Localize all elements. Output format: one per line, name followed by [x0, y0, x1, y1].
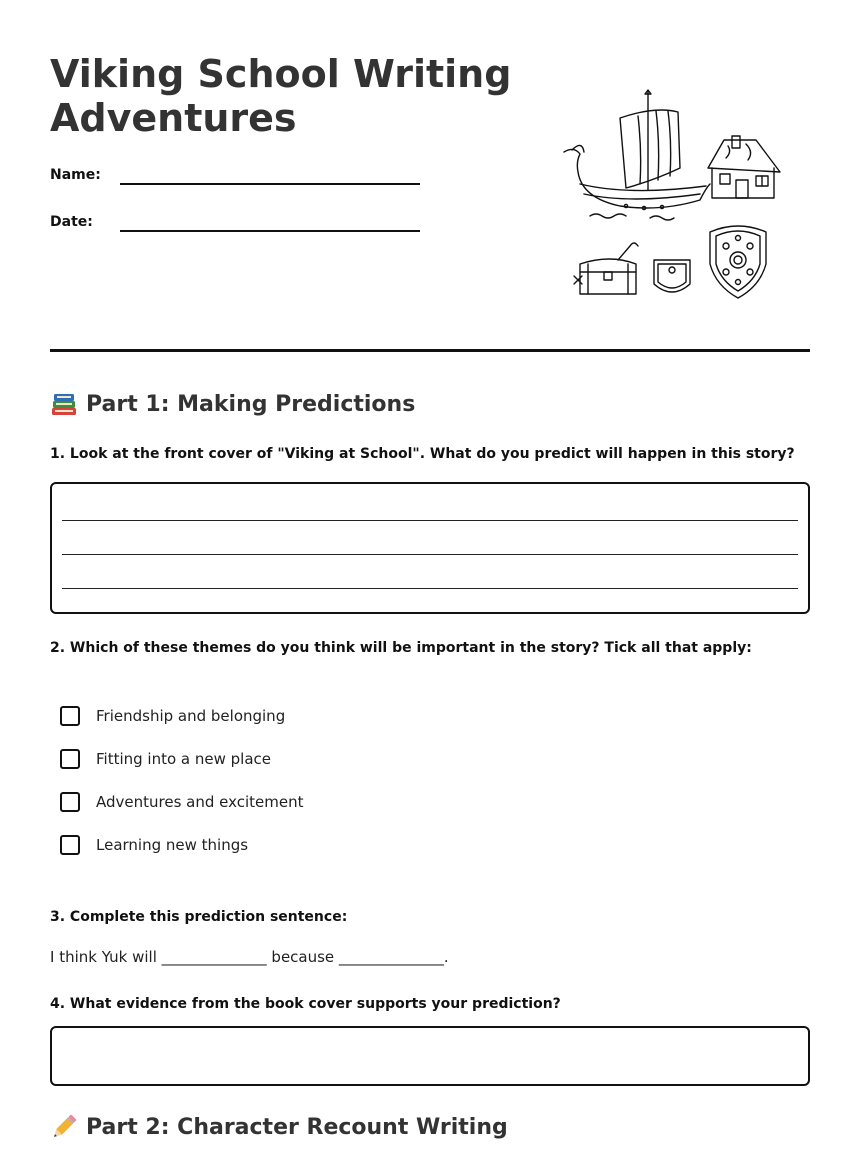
part1-heading	[50, 390, 415, 418]
theme-label: Fitting into a new place	[96, 750, 272, 768]
treasure-chest-icon	[574, 243, 638, 294]
theme-option[interactable]	[60, 703, 460, 729]
part2-heading	[50, 1113, 508, 1141]
answer-line	[62, 520, 798, 521]
theme-checkbox[interactable]	[60, 792, 80, 812]
theme-option[interactable]	[60, 832, 460, 858]
question-2: 2. Which of these themes do you think will be important in the story? Tick all that apply:	[50, 640, 752, 656]
prediction-sentence[interactable]: I think Yuk will ______________ because ______________.	[50, 948, 449, 966]
theme-checkbox[interactable]	[60, 706, 80, 726]
date-label: Date:	[50, 214, 93, 230]
viking-illustration	[560, 88, 790, 308]
answer-line	[62, 588, 798, 589]
pencil-icon	[50, 1113, 78, 1141]
part2-heading-text: Part 2: Character Recount Writing	[86, 1114, 508, 1140]
theme-label: Friendship and belonging	[96, 707, 286, 725]
house-icon	[708, 136, 780, 198]
header-divider	[50, 349, 810, 352]
name-label: Name:	[50, 167, 101, 183]
part1-heading-text: Part 1: Making Predictions	[86, 391, 416, 417]
question-1-answer-box[interactable]	[50, 482, 810, 614]
date-line[interactable]	[120, 230, 420, 232]
banner-shield-icon	[654, 260, 690, 292]
theme-option[interactable]	[60, 746, 460, 772]
books-icon	[50, 390, 78, 418]
name-field	[50, 167, 430, 197]
date-field	[50, 214, 430, 244]
worksheet-title: Viking School Writing Adventures	[50, 52, 512, 140]
question-4-answer-box[interactable]	[50, 1026, 810, 1086]
theme-label: Learning new things	[96, 836, 249, 854]
question-1: 1. Look at the front cover of "Viking at School". What do you predict will happen in this story?	[50, 446, 795, 462]
theme-option[interactable]	[60, 789, 460, 815]
name-line[interactable]	[120, 183, 420, 185]
theme-checkbox[interactable]	[60, 749, 80, 769]
theme-label: Adventures and excitement	[96, 793, 304, 811]
viking-ship-icon	[564, 90, 710, 220]
theme-checkbox[interactable]	[60, 835, 80, 855]
question-4: 4. What evidence from the book cover supports your prediction?	[50, 996, 561, 1012]
round-shield-icon	[710, 226, 766, 298]
question-3: 3. Complete this prediction sentence:	[50, 909, 348, 925]
answer-line	[62, 554, 798, 555]
